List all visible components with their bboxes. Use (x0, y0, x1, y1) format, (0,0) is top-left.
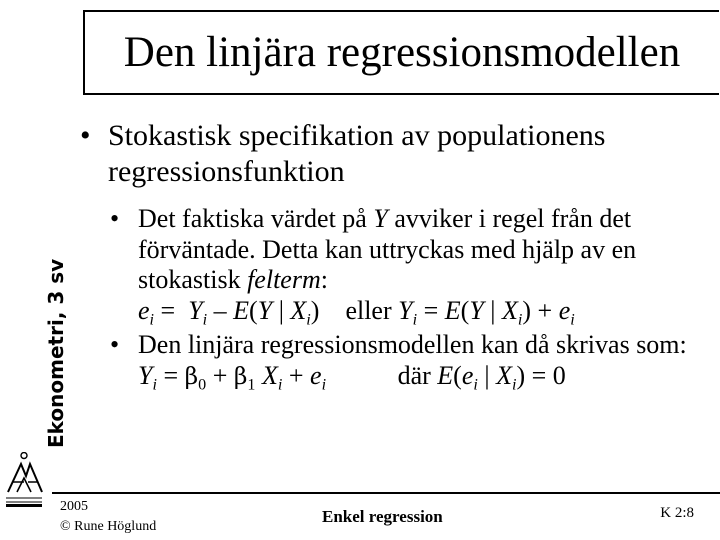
variable-y: Y (373, 204, 388, 233)
bullet-text: Stokastisk specifikation av populationens regressionsfunktion (108, 119, 606, 188)
title-box (83, 10, 719, 95)
bullet-level2 (110, 330, 700, 394)
footer-left (60, 497, 156, 537)
page-number: K 2:8 (660, 505, 694, 521)
footer-year: 2005 (60, 499, 88, 514)
bullet-dot: • (110, 330, 120, 359)
error-term-formula: $e_i = Y_i - E(Y$ | $X_i$) eller $Y_i = E(Y$ | $X_i) + e_i$ (138, 295, 575, 329)
footer-course-title: Enkel regression (322, 507, 443, 526)
bullet-text: Det faktiska värdet på (138, 204, 374, 233)
bullet-level1 (80, 118, 700, 190)
bullet-text: : (320, 265, 328, 294)
bullet-text: Den linjära regressionsmodellen kan då skrivas som: (138, 330, 687, 359)
abo-akademi-logo-icon (4, 452, 44, 538)
bullet-text: avviker i regel från det förväntade. Detta kan uttryckas med hjälp av en stokastisk (138, 204, 637, 294)
term-felterm: felterm (247, 265, 321, 294)
slide-title: Den linjära regressionsmodellen (123, 29, 681, 76)
footer-divider (52, 492, 720, 494)
bullet-level2 (110, 204, 700, 329)
slide-content (80, 118, 700, 394)
bullet-dot: • (110, 204, 120, 233)
footer-author: © Rune Höglund (60, 519, 157, 534)
regression-model-formula: $Y_i = \beta_0 + \beta_1$ $X_i + e_i$ där $E(e_i$ | $X_i) = 0$ (138, 360, 566, 394)
side-label: Ekonometri, 3 sv (44, 258, 68, 448)
bullet-dot: • (80, 119, 91, 152)
